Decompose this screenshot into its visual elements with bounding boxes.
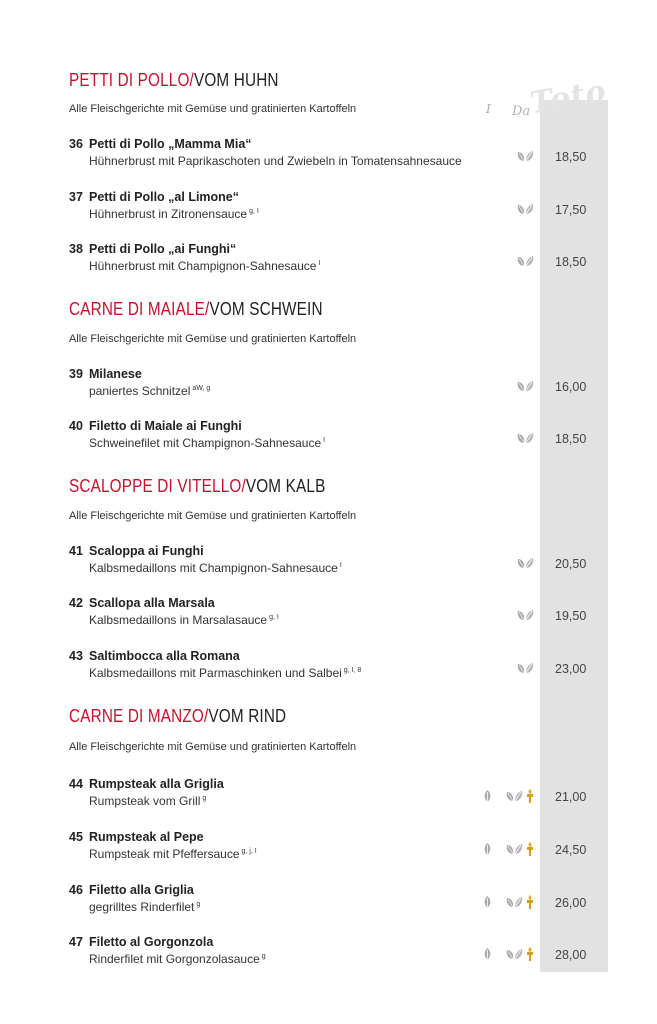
dietary-icons: [506, 841, 534, 857]
item-description: [89, 436, 325, 450]
item-number: 47: [69, 935, 83, 949]
dietary-icons: [483, 788, 492, 804]
torch-icon: [526, 789, 534, 803]
item-description: [89, 794, 206, 808]
dietary-icons: [483, 946, 492, 962]
dietary-icons: [506, 894, 534, 910]
item-description: [89, 384, 210, 398]
item-name: Filetto di Maiale ai Funghi: [89, 419, 242, 433]
item-description: [89, 154, 462, 168]
double-leaf-icon: [517, 149, 534, 163]
menu-item: [69, 830, 599, 870]
menu-item: [69, 367, 599, 407]
dietary-icons: [517, 660, 534, 676]
item-description: [89, 847, 257, 861]
item-allergens: g: [202, 795, 207, 802]
leaf-icon: [483, 789, 492, 803]
menu-item: [69, 544, 599, 584]
section-subtitle: Alle Fleischgerichte mit Gemüse und gratinierten Kartoffeln: [69, 741, 357, 753]
item-description: [89, 259, 320, 273]
item-allergens: aW, g: [192, 385, 211, 392]
dietary-icons: [517, 430, 534, 446]
double-leaf-icon: [506, 895, 523, 909]
item-number: 41: [69, 544, 83, 558]
item-number: 40: [69, 419, 83, 433]
section-pollo: [69, 70, 356, 115]
menu-item: [69, 649, 599, 689]
torch-icon: [526, 842, 534, 856]
item-number: 43: [69, 649, 83, 663]
dietary-icons: [517, 555, 534, 571]
item-allergens: g, I, 8: [343, 667, 362, 674]
section-maiale: [69, 299, 367, 345]
item-price: 21,00: [555, 790, 587, 804]
item-number: 38: [69, 242, 83, 256]
restaurant-logo: [486, 73, 611, 124]
item-description: [89, 666, 361, 680]
item-description-text: paniertes Schnitzel: [89, 384, 191, 398]
torch-icon: [526, 947, 534, 961]
item-description-text: Rumpsteak vom Grill: [89, 794, 201, 808]
item-number: 39: [69, 367, 83, 381]
double-leaf-icon: [517, 379, 534, 393]
item-description-text: Kalbsmedaillons mit Parmaschinken und Salbei: [89, 666, 342, 680]
item-description-text: Rumpsteak mit Pfeffersauce: [89, 847, 240, 861]
section-title: PETTI DI POLLO/VOM HUHN: [69, 70, 279, 90]
logo-name: Toto: [527, 73, 610, 122]
item-allergens: I: [323, 437, 326, 444]
menu-item: [69, 777, 599, 817]
item-description-text: Hühnerbrust in Zitronensauce: [89, 207, 248, 221]
item-price: 17,50: [555, 203, 587, 217]
item-price: 18,50: [555, 255, 587, 269]
dietary-icons: [517, 148, 534, 164]
item-description-text: Rinderfilet mit Gorgonzolasauce: [89, 952, 260, 966]
double-leaf-icon: [517, 608, 534, 622]
item-description-text: Schweinefilet mit Champignon-Sahnesauce: [89, 436, 322, 450]
dietary-icons: [517, 253, 534, 269]
item-description: [89, 900, 200, 914]
section-title: CARNE DI MAIALE/VOM SCHWEIN: [69, 299, 323, 319]
item-allergens: I: [339, 562, 342, 569]
double-leaf-icon: [506, 842, 523, 856]
item-number: 45: [69, 830, 83, 844]
section-subtitle: Alle Fleischgerichte mit Gemüse und gratinierten Kartoffeln: [69, 103, 357, 115]
double-leaf-icon: [517, 202, 534, 216]
item-allergens: g, I: [249, 208, 259, 215]
item-name: Rumpsteak al Pepe: [89, 830, 204, 844]
menu-item: [69, 242, 599, 282]
double-leaf-icon: [517, 661, 534, 675]
section-title: SCALOPPE DI VITELLO/VOM KALB: [69, 476, 326, 496]
menu-item: [69, 883, 599, 923]
item-description-text: gegrilltes Rinderfilet: [89, 900, 195, 914]
item-name: Petti di Pollo „al Limone“: [89, 190, 240, 204]
item-price: 28,00: [555, 948, 587, 962]
item-name: Scallopa alla Marsala: [89, 596, 215, 610]
double-leaf-icon: [506, 789, 523, 803]
logo-mark: I: [486, 102, 491, 116]
section-manzo: [69, 706, 356, 753]
section-title: CARNE DI MANZO/VOM RIND: [69, 706, 287, 726]
double-leaf-icon: [517, 254, 534, 268]
item-allergens: I: [318, 260, 321, 267]
leaf-icon: [483, 947, 492, 961]
item-name: Filetto alla Griglia: [89, 883, 194, 897]
item-name: Scaloppa ai Funghi: [89, 544, 204, 558]
item-name: Filetto al Gorgonzola: [89, 935, 214, 949]
item-price: 26,00: [555, 896, 587, 910]
item-description: [89, 952, 266, 966]
item-price: 18,50: [555, 432, 587, 446]
item-price: 23,00: [555, 662, 587, 676]
torch-icon: [526, 895, 534, 909]
item-name: Milanese: [89, 367, 142, 381]
item-price: 19,50: [555, 609, 587, 623]
dietary-icons: [517, 201, 534, 217]
dietary-icons: [483, 841, 492, 857]
item-price: 24,50: [555, 843, 587, 857]
item-description-text: Hühnerbrust mit Paprikaschoten und Zwiebeln in Tomatensahnesauce: [89, 154, 462, 168]
dietary-icons: [517, 607, 534, 623]
section-subtitle: Alle Fleischgerichte mit Gemüse und gratinierten Kartoffeln: [69, 510, 357, 522]
item-allergens: g: [261, 953, 266, 960]
item-allergens: g, j, I: [241, 848, 257, 855]
double-leaf-icon: [506, 947, 523, 961]
item-allergens: g, I: [269, 614, 279, 621]
item-number: 42: [69, 596, 83, 610]
item-price: 18,50: [555, 150, 587, 164]
item-number: 46: [69, 883, 83, 897]
item-price: 20,50: [555, 557, 587, 571]
dietary-icons: [506, 946, 534, 962]
dietary-icons: [483, 894, 492, 910]
item-number: 44: [69, 777, 83, 791]
item-number: 36: [69, 137, 83, 151]
item-name: Petti di Pollo „ai Funghi“: [89, 242, 237, 256]
leaf-icon: [483, 842, 492, 856]
double-leaf-icon: [517, 431, 534, 445]
dietary-icons: [506, 788, 534, 804]
logo-da: Da: [512, 104, 531, 119]
item-name: Rumpsteak alla Griglia: [89, 777, 224, 791]
item-allergens: g: [196, 901, 201, 908]
item-description-text: Kalbsmedaillons in Marsalasauce: [89, 613, 268, 627]
dietary-icons: [517, 378, 534, 394]
leaf-icon: [483, 895, 492, 909]
menu-item: [69, 935, 599, 975]
menu-item: [69, 596, 599, 636]
item-price: 16,00: [555, 380, 587, 394]
item-description: [89, 207, 259, 221]
item-name: Petti di Pollo „Mamma Mia“: [89, 137, 252, 151]
item-description: [89, 561, 342, 575]
menu-item: [69, 419, 599, 459]
item-name: Saltimbocca alla Romana: [89, 649, 240, 663]
item-description-text: Hühnerbrust mit Champignon-Sahnesauce: [89, 259, 317, 273]
section-vitello: [69, 476, 371, 522]
item-number: 37: [69, 190, 83, 204]
item-description-text: Kalbsmedaillons mit Champignon-Sahnesauce: [89, 561, 338, 575]
menu-item: [69, 137, 599, 177]
section-subtitle: Alle Fleischgerichte mit Gemüse und gratinierten Kartoffeln: [69, 333, 357, 345]
menu-item: [69, 190, 599, 230]
double-leaf-icon: [517, 556, 534, 570]
item-description: [89, 613, 279, 627]
